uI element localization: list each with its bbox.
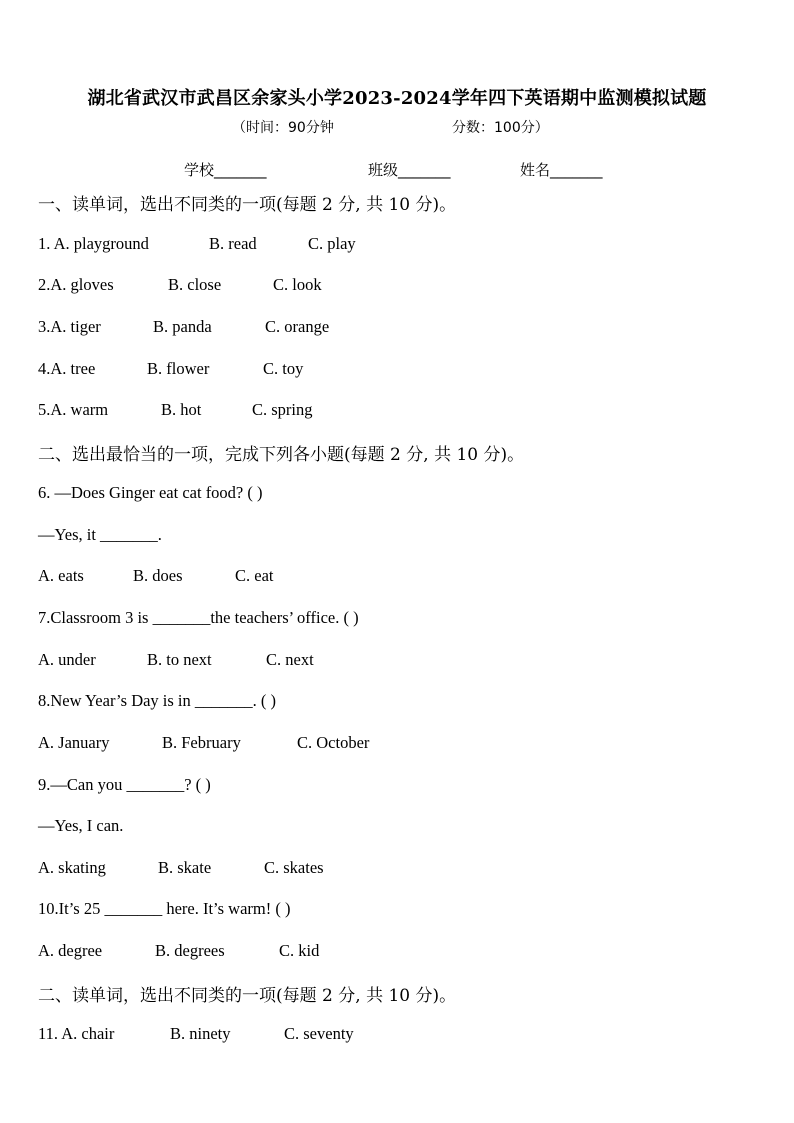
q6-option-c: C. eat <box>235 566 274 585</box>
q8-option-c: C. October <box>297 733 370 752</box>
q7-option-c: C. next <box>266 650 314 669</box>
q6-stem: 6. —Does Ginger eat cat food? ( ) <box>38 483 263 502</box>
q7-stem: 7.Classroom 3 is _______the teachers’ office. ( ) <box>38 608 359 627</box>
q9-option-a: A. skating <box>38 858 106 877</box>
q3-option-b: B. panda <box>153 317 212 336</box>
q10-stem: 10.It’s 25 _______ here. It’s warm! ( ) <box>38 899 291 918</box>
class-field: 班级_______ <box>368 161 451 179</box>
q9-option-c: C. skates <box>264 858 324 877</box>
q4-option-c: C. toy <box>263 359 304 378</box>
q4-option-b: B. flower <box>147 359 210 378</box>
q8-option-a: A. January <box>38 733 110 752</box>
q10-option-b: B. degrees <box>155 941 225 960</box>
q9-reply: —Yes, I can. <box>38 816 124 835</box>
q11-option-c: C. seventy <box>284 1024 354 1043</box>
q9-stem: 9.—Can you _______? ( ) <box>38 775 211 794</box>
q3-option-c: C. orange <box>265 317 330 336</box>
q2-option-b: B. close <box>168 275 222 294</box>
q4-option-a: 4.A. tree <box>38 359 96 378</box>
q9-option-b: B. skate <box>158 858 212 877</box>
q6-reply: —Yes, it _______. <box>38 525 162 544</box>
q10-option-c: C. kid <box>279 941 320 960</box>
exam-time: （时间：90分钟 <box>232 120 334 136</box>
q1-option-b: B. read <box>209 234 257 253</box>
section-3-title: 二、读单词，选出不同类的一项(每题 2 分, 共 10 分)。 <box>38 986 457 1006</box>
page-title: 湖北省武汉市武昌区余家头小学2023-2024学年四下英语期中监测模拟试题 <box>87 88 707 109</box>
q5-option-b: B. hot <box>161 400 202 419</box>
q3-option-a: 3.A. tiger <box>38 317 101 336</box>
q11-option-a: 11. A. chair <box>38 1024 115 1043</box>
question-1 <box>38 234 149 254</box>
q1-option-c: C. play <box>308 234 356 253</box>
school-field: 学校_______ <box>184 161 267 179</box>
q7-option-b: B. to next <box>147 650 212 669</box>
q11-option-b: B. ninety <box>170 1024 231 1043</box>
q2-option-a: 2.A. gloves <box>38 275 114 294</box>
section-1-title: 一、读单词，选出不同类的一项(每题 2 分, 共 10 分)。 <box>38 195 457 215</box>
q6-option-b: B. does <box>133 566 183 585</box>
q8-option-b: B. February <box>162 733 241 752</box>
q6-option-a: A. eats <box>38 566 84 585</box>
q10-option-a: A. degree <box>38 941 103 960</box>
q7-option-a: A. under <box>38 650 96 669</box>
q2-option-c: C. look <box>273 275 322 294</box>
q8-stem: 8.New Year’s Day is in _______. ( ) <box>38 691 277 710</box>
name-field: 姓名_______ <box>520 161 603 179</box>
section-2-title: 二、选出最恰当的一项，完成下列各小题(每题 2 分, 共 10 分)。 <box>38 445 525 465</box>
q1-option-a: 1. A. playground <box>38 234 149 253</box>
exam-score: 分数：100分） <box>452 120 549 136</box>
q5-option-c: C. spring <box>252 400 313 419</box>
q5-option-a: 5.A. warm <box>38 400 109 419</box>
